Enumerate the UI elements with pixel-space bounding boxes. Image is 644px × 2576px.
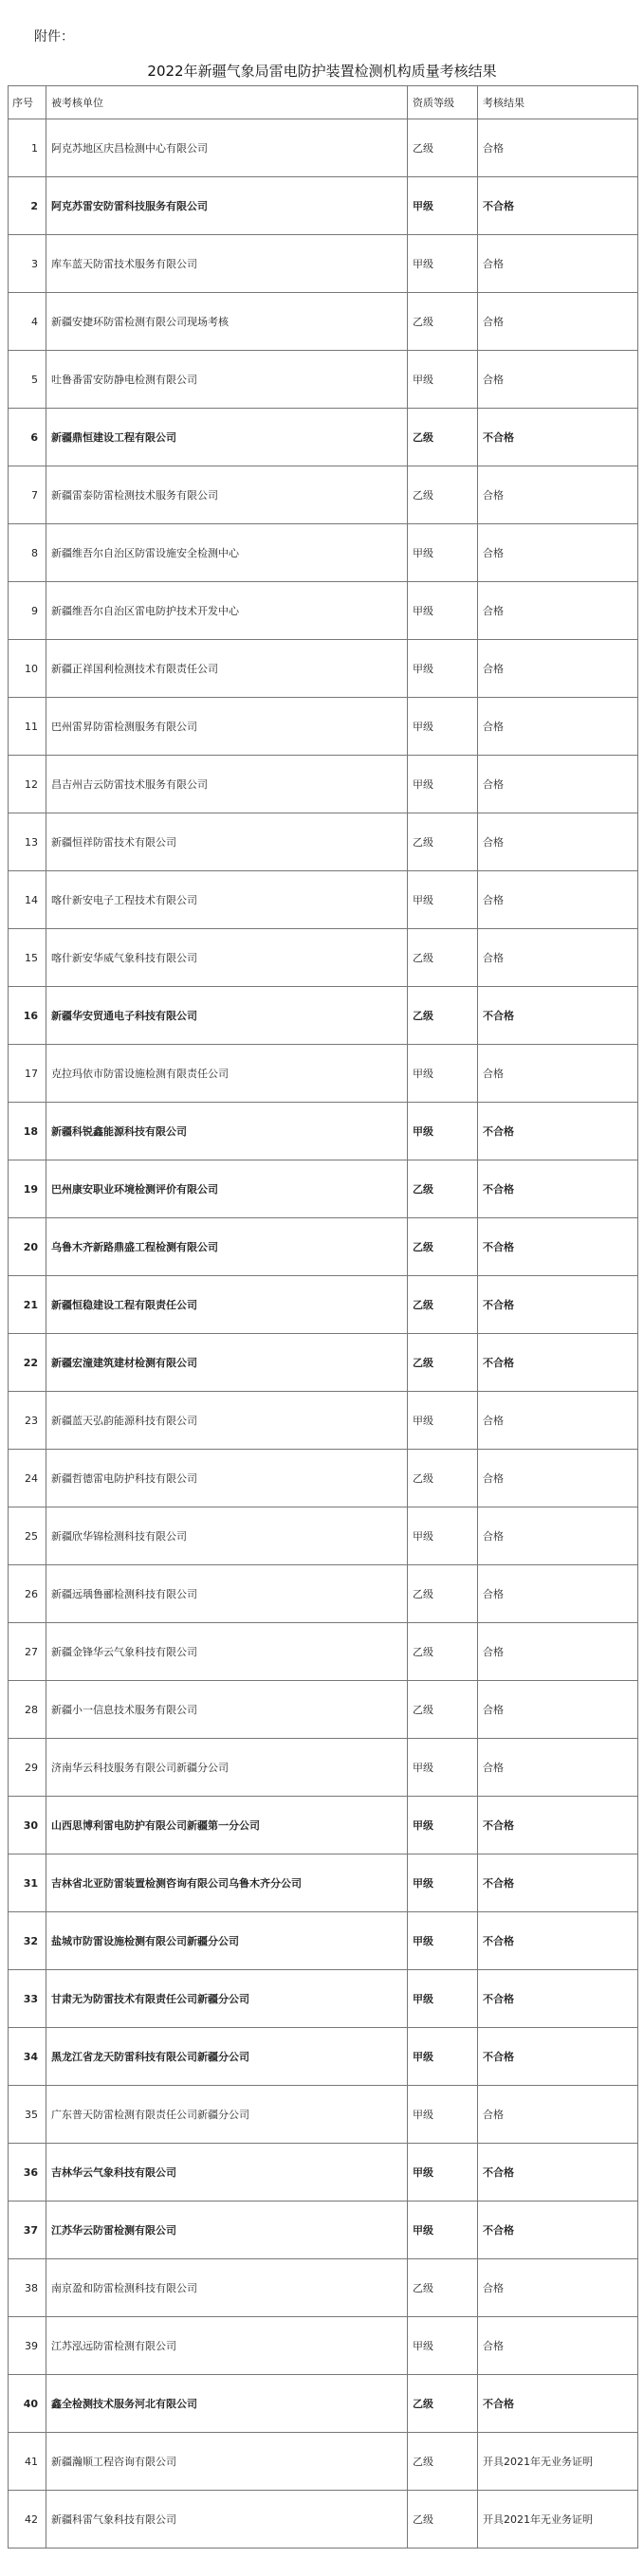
row-number: 19 (9, 1160, 46, 1218)
table-row (9, 1739, 638, 1797)
row-result: 合格 (478, 813, 638, 871)
row-organization: 新疆恒稳建设工程有限责任公司 (46, 1276, 408, 1334)
row-number: 8 (9, 524, 46, 582)
table-row (9, 2433, 638, 2491)
row-qualification-level: 乙级 (408, 2259, 478, 2317)
table-row (9, 698, 638, 756)
row-result: 合格 (478, 2259, 638, 2317)
row-number: 4 (9, 293, 46, 351)
row-number: 7 (9, 466, 46, 524)
row-number: 33 (9, 1970, 46, 2028)
header-result: 考核结果 (478, 86, 638, 119)
row-organization: 盐城市防雷设施检测有限公司新疆分公司 (46, 1912, 408, 1970)
header-number: 序号 (9, 86, 46, 119)
row-number: 3 (9, 235, 46, 293)
row-number: 11 (9, 698, 46, 756)
row-organization: 阿克苏地区庆昌检测中心有限公司 (46, 119, 408, 177)
row-result: 不合格 (478, 1854, 638, 1912)
table-row (9, 929, 638, 987)
row-organization: 甘肃无为防雷技术有限责任公司新疆分公司 (46, 1970, 408, 2028)
row-organization: 新疆维吾尔自治区雷电防护技术开发中心 (46, 582, 408, 640)
row-result: 不合格 (478, 2201, 638, 2259)
attachment-label: 附件： (34, 29, 74, 45)
row-organization: 新疆哲德雷电防护科技有限公司 (46, 1450, 408, 1507)
table-row (9, 1450, 638, 1507)
row-organization: 乌鲁木齐新路鼎盛工程检测有限公司 (46, 1218, 408, 1276)
row-qualification-level: 甲级 (408, 871, 478, 929)
table-row (9, 466, 638, 524)
row-organization: 新疆远瑀鲁郦检测科技有限公司 (46, 1565, 408, 1623)
table-row (9, 1507, 638, 1565)
table-row (9, 871, 638, 929)
table-body (9, 119, 638, 2549)
row-number: 17 (9, 1045, 46, 1103)
row-qualification-level: 甲级 (408, 640, 478, 698)
row-qualification-level: 甲级 (408, 1970, 478, 2028)
table-row (9, 640, 638, 698)
row-organization: 南京盈和防雷检测科技有限公司 (46, 2259, 408, 2317)
row-organization: 新疆华安贸通电子科技有限公司 (46, 987, 408, 1045)
row-result: 合格 (478, 1565, 638, 1623)
row-number: 41 (9, 2433, 46, 2491)
row-result: 合格 (478, 698, 638, 756)
row-number: 39 (9, 2317, 46, 2375)
row-qualification-level: 乙级 (408, 2433, 478, 2491)
row-organization: 新疆雷泰防雷检测技术服务有限公司 (46, 466, 408, 524)
row-qualification-level: 乙级 (408, 1450, 478, 1507)
row-result: 合格 (478, 1507, 638, 1565)
row-number: 35 (9, 2086, 46, 2144)
row-organization: 广东普天防雷检测有限责任公司新疆分公司 (46, 2086, 408, 2144)
table-row (9, 351, 638, 409)
row-qualification-level: 乙级 (408, 409, 478, 466)
row-qualification-level: 甲级 (408, 2028, 478, 2086)
row-number: 2 (9, 177, 46, 235)
row-result: 合格 (478, 293, 638, 351)
row-result: 不合格 (478, 2144, 638, 2201)
header-qualification-level: 资质等级 (408, 86, 478, 119)
table-row (9, 524, 638, 582)
row-number: 40 (9, 2375, 46, 2433)
row-qualification-level: 甲级 (408, 2144, 478, 2201)
row-qualification-level: 甲级 (408, 1912, 478, 1970)
row-number: 31 (9, 1854, 46, 1912)
row-organization: 喀什新安电子工程技术有限公司 (46, 871, 408, 929)
table-row (9, 177, 638, 235)
row-qualification-level: 乙级 (408, 466, 478, 524)
row-result: 不合格 (478, 409, 638, 466)
row-qualification-level: 乙级 (408, 1681, 478, 1739)
table-row (9, 987, 638, 1045)
table-header-row (9, 86, 638, 119)
row-organization: 库车蓝天防雷技术服务有限公司 (46, 235, 408, 293)
row-qualification-level: 乙级 (408, 813, 478, 871)
row-result: 合格 (478, 1623, 638, 1681)
table-row (9, 1218, 638, 1276)
row-qualification-level: 甲级 (408, 2201, 478, 2259)
row-qualification-level: 乙级 (408, 1218, 478, 1276)
row-organization: 阿克苏雷安防雷科技服务有限公司 (46, 177, 408, 235)
row-organization: 新疆安捷环防雷检测有限公司现场考核 (46, 293, 408, 351)
table-row (9, 2375, 638, 2433)
row-result: 合格 (478, 640, 638, 698)
table-row (9, 756, 638, 813)
row-organization: 新疆鼎恒建设工程有限公司 (46, 409, 408, 466)
table-row (9, 1797, 638, 1854)
row-result: 合格 (478, 871, 638, 929)
row-organization: 新疆维吾尔自治区防雷设施安全检测中心 (46, 524, 408, 582)
row-number: 32 (9, 1912, 46, 1970)
row-number: 21 (9, 1276, 46, 1334)
row-organization: 新疆蓝天弘韵能源科技有限公司 (46, 1392, 408, 1450)
row-result: 合格 (478, 235, 638, 293)
row-organization: 克拉玛依市防雷设施检测有限责任公司 (46, 1045, 408, 1103)
row-result: 合格 (478, 2317, 638, 2375)
row-number: 23 (9, 1392, 46, 1450)
row-result: 不合格 (478, 1912, 638, 1970)
row-organization: 济南华云科技服务有限公司新疆分公司 (46, 1739, 408, 1797)
row-qualification-level: 甲级 (408, 1854, 478, 1912)
row-qualification-level: 甲级 (408, 177, 478, 235)
row-number: 15 (9, 929, 46, 987)
row-organization: 新疆金锋华云气象科技有限公司 (46, 1623, 408, 1681)
row-number: 25 (9, 1507, 46, 1565)
row-result: 合格 (478, 2086, 638, 2144)
row-qualification-level: 甲级 (408, 2086, 478, 2144)
row-qualification-level: 甲级 (408, 1392, 478, 1450)
row-organization: 新疆科锐鑫能源科技有限公司 (46, 1103, 408, 1160)
row-number: 18 (9, 1103, 46, 1160)
row-organization: 吐鲁番雷安防静电检测有限公司 (46, 351, 408, 409)
table-row (9, 1103, 638, 1160)
row-number: 20 (9, 1218, 46, 1276)
row-organization: 山西思博利雷电防护有限公司新疆第一分公司 (46, 1797, 408, 1854)
row-qualification-level: 乙级 (408, 2375, 478, 2433)
table-row (9, 1681, 638, 1739)
row-result: 不合格 (478, 1970, 638, 2028)
table-row (9, 235, 638, 293)
row-organization: 黑龙江省龙天防雷科技有限公司新疆分公司 (46, 2028, 408, 2086)
table-row (9, 2144, 638, 2201)
table-row (9, 1392, 638, 1450)
row-result: 合格 (478, 1392, 638, 1450)
row-result: 合格 (478, 119, 638, 177)
row-result: 开具2021年无业务证明 (478, 2491, 638, 2549)
row-qualification-level: 乙级 (408, 293, 478, 351)
row-number: 37 (9, 2201, 46, 2259)
row-number: 30 (9, 1797, 46, 1854)
row-result: 不合格 (478, 2375, 638, 2433)
row-result: 不合格 (478, 1276, 638, 1334)
row-organization: 江苏泓远防雷检测有限公司 (46, 2317, 408, 2375)
table-row (9, 1565, 638, 1623)
row-organization: 巴州康安职业环境检测评价有限公司 (46, 1160, 408, 1218)
table-row (9, 1970, 638, 2028)
row-organization: 鑫全检测技术服务河北有限公司 (46, 2375, 408, 2433)
row-result: 不合格 (478, 1797, 638, 1854)
row-qualification-level: 乙级 (408, 987, 478, 1045)
row-number: 26 (9, 1565, 46, 1623)
row-qualification-level: 乙级 (408, 1160, 478, 1218)
table-row (9, 1912, 638, 1970)
row-number: 42 (9, 2491, 46, 2549)
row-result: 不合格 (478, 1218, 638, 1276)
row-number: 6 (9, 409, 46, 466)
table-row (9, 2028, 638, 2086)
table-row (9, 2086, 638, 2144)
row-number: 29 (9, 1739, 46, 1797)
row-result: 合格 (478, 1739, 638, 1797)
table-row (9, 409, 638, 466)
row-qualification-level: 乙级 (408, 929, 478, 987)
table-row (9, 582, 638, 640)
row-qualification-level: 甲级 (408, 698, 478, 756)
row-qualification-level: 甲级 (408, 1045, 478, 1103)
row-number: 5 (9, 351, 46, 409)
row-organization: 新疆科雷气象科技有限公司 (46, 2491, 408, 2549)
row-number: 16 (9, 987, 46, 1045)
row-result: 合格 (478, 351, 638, 409)
row-qualification-level: 甲级 (408, 756, 478, 813)
row-result: 合格 (478, 756, 638, 813)
row-qualification-level: 甲级 (408, 582, 478, 640)
row-result: 不合格 (478, 2028, 638, 2086)
row-qualification-level: 甲级 (408, 2317, 478, 2375)
row-number: 1 (9, 119, 46, 177)
table-row (9, 2317, 638, 2375)
row-organization: 巴州雷昇防雷检测服务有限公司 (46, 698, 408, 756)
row-number: 38 (9, 2259, 46, 2317)
row-number: 28 (9, 1681, 46, 1739)
row-number: 34 (9, 2028, 46, 2086)
row-qualification-level: 甲级 (408, 1797, 478, 1854)
row-qualification-level: 乙级 (408, 1334, 478, 1392)
row-organization: 昌吉州吉云防雷技术服务有限公司 (46, 756, 408, 813)
table-row (9, 119, 638, 177)
row-qualification-level: 甲级 (408, 1507, 478, 1565)
row-qualification-level: 甲级 (408, 235, 478, 293)
row-organization: 新疆恒祥防雷技术有限公司 (46, 813, 408, 871)
table-row (9, 1623, 638, 1681)
row-result: 开具2021年无业务证明 (478, 2433, 638, 2491)
table-row (9, 2259, 638, 2317)
row-qualification-level: 甲级 (408, 524, 478, 582)
row-qualification-level: 乙级 (408, 2491, 478, 2549)
row-result: 不合格 (478, 987, 638, 1045)
row-qualification-level: 甲级 (408, 1103, 478, 1160)
row-qualification-level: 乙级 (408, 119, 478, 177)
header-organization: 被考核单位 (46, 86, 408, 119)
row-number: 22 (9, 1334, 46, 1392)
row-number: 9 (9, 582, 46, 640)
row-qualification-level: 乙级 (408, 1276, 478, 1334)
row-result: 合格 (478, 524, 638, 582)
row-organization: 新疆欣华锦检测科技有限公司 (46, 1507, 408, 1565)
row-number: 24 (9, 1450, 46, 1507)
table-row (9, 1045, 638, 1103)
row-organization: 吉林省北亚防雷装置检测咨询有限公司乌鲁木齐分公司 (46, 1854, 408, 1912)
results-table (8, 85, 638, 2549)
row-number: 14 (9, 871, 46, 929)
row-result: 合格 (478, 466, 638, 524)
row-number: 36 (9, 2144, 46, 2201)
row-result: 合格 (478, 1450, 638, 1507)
row-number: 10 (9, 640, 46, 698)
row-result: 合格 (478, 1681, 638, 1739)
row-organization: 喀什新安华威气象科技有限公司 (46, 929, 408, 987)
row-qualification-level: 甲级 (408, 1739, 478, 1797)
row-qualification-level: 乙级 (408, 1623, 478, 1681)
table-row (9, 1854, 638, 1912)
row-number: 13 (9, 813, 46, 871)
table-row (9, 2491, 638, 2549)
row-number: 12 (9, 756, 46, 813)
row-number: 27 (9, 1623, 46, 1681)
table-row (9, 1334, 638, 1392)
table-row (9, 1160, 638, 1218)
row-result: 不合格 (478, 1160, 638, 1218)
row-result: 不合格 (478, 177, 638, 235)
row-organization: 新疆瀚顺工程咨询有限公司 (46, 2433, 408, 2491)
row-organization: 新疆小一信息技术服务有限公司 (46, 1681, 408, 1739)
document-title: 2022年新疆气象局雷电防护装置检测机构质量考核结果 (147, 63, 497, 80)
row-organization: 新疆正祥国利检测技术有限责任公司 (46, 640, 408, 698)
row-organization: 新疆宏潼建筑建材检测有限公司 (46, 1334, 408, 1392)
table-row (9, 813, 638, 871)
table-row (9, 1276, 638, 1334)
row-qualification-level: 乙级 (408, 1565, 478, 1623)
row-result: 合格 (478, 1045, 638, 1103)
row-result: 合格 (478, 929, 638, 987)
row-result: 合格 (478, 582, 638, 640)
row-organization: 吉林华云气象科技有限公司 (46, 2144, 408, 2201)
row-result: 不合格 (478, 1103, 638, 1160)
row-result: 不合格 (478, 1334, 638, 1392)
row-qualification-level: 甲级 (408, 351, 478, 409)
table-row (9, 293, 638, 351)
table-row (9, 2201, 638, 2259)
row-organization: 江苏华云防雷检测有限公司 (46, 2201, 408, 2259)
